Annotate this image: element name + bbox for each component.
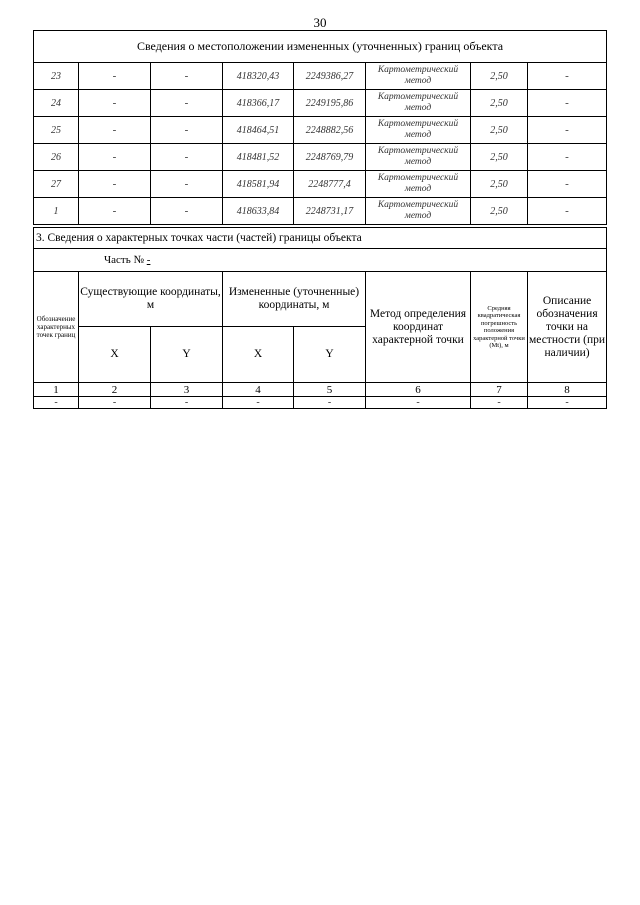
header-method: Метод определения координат характерной точки (366, 272, 471, 383)
description-cell: - (528, 171, 607, 198)
changed-y-cell: 2248731,17 (294, 198, 366, 225)
existing-x-cell: - (79, 90, 151, 117)
column-number: 3 (151, 383, 223, 397)
changed-y-cell: 2249195,86 (294, 90, 366, 117)
column-number: 4 (223, 383, 294, 397)
column-number: 1 (34, 383, 79, 397)
page-number: 30 (313, 15, 327, 30)
empty-cell: - (366, 397, 471, 409)
method-cell: Картометрический метод (366, 144, 471, 171)
existing-y-cell: - (151, 144, 223, 171)
column-number: 8 (528, 383, 607, 397)
changed-x-cell: 418464,51 (223, 117, 294, 144)
point-cell: 24 (34, 90, 79, 117)
existing-x-cell: - (79, 117, 151, 144)
empty-cell: - (79, 397, 151, 409)
changed-x-cell: 418581,94 (223, 171, 294, 198)
existing-y-cell: - (151, 171, 223, 198)
description-cell: - (528, 63, 607, 90)
existing-x-cell: - (79, 171, 151, 198)
error-cell: 2,50 (471, 117, 528, 144)
empty-cell: - (223, 397, 294, 409)
point-cell: 25 (34, 117, 79, 144)
existing-x-cell: - (79, 63, 151, 90)
method-cell: Картометрический метод (366, 198, 471, 225)
part-number (34, 249, 607, 272)
header-point-designation: Обозначение характерных точек границ (34, 272, 79, 383)
existing-y-cell: - (151, 63, 223, 90)
header-description: Описание обозначения точки на местности (при наличии) (528, 272, 607, 383)
changed-x-cell: 418366,17 (223, 90, 294, 117)
empty-cell: - (151, 397, 223, 409)
header-changed-coords: Измененные (уточненные) координаты, м (223, 272, 366, 327)
changed-x-cell: 418320,43 (223, 63, 294, 90)
existing-y-cell: - (151, 198, 223, 225)
changed-y-cell: 2248882,56 (294, 117, 366, 144)
existing-x-cell: - (79, 144, 151, 171)
changed-y-cell: 2248777,4 (294, 171, 366, 198)
empty-cell: - (471, 397, 528, 409)
error-cell: 2,50 (471, 171, 528, 198)
point-cell: 27 (34, 171, 79, 198)
method-cell: Картометрический метод (366, 63, 471, 90)
method-cell: Картометрический метод (366, 90, 471, 117)
empty-cell: - (528, 397, 607, 409)
table-row (34, 144, 607, 171)
header-existing-coords: Существующие координаты, м (79, 272, 223, 327)
error-cell: 2,50 (471, 63, 528, 90)
header-error: Средняя квадратическая погрешность положения характерной точки (Mt), м (471, 272, 528, 383)
part-value: - (146, 254, 151, 266)
error-cell: 2,50 (471, 144, 528, 171)
header-changed-y: Y (294, 327, 366, 383)
table-row (34, 171, 607, 198)
method-cell: Картометрический метод (366, 117, 471, 144)
header-changed-x: X (223, 327, 294, 383)
error-cell: 2,50 (471, 90, 528, 117)
table-row (34, 117, 607, 144)
column-number: 6 (366, 383, 471, 397)
part-label: Часть № (104, 254, 144, 266)
changed-x-cell: 418481,52 (223, 144, 294, 171)
column-number: 7 (471, 383, 528, 397)
empty-cell: - (34, 397, 79, 409)
changed-y-cell: 2249386,27 (294, 63, 366, 90)
method-cell: Картометрический метод (366, 171, 471, 198)
point-cell: 1 (34, 198, 79, 225)
boundary-points-table (33, 30, 607, 225)
error-cell: 2,50 (471, 198, 528, 225)
existing-x-cell: - (79, 198, 151, 225)
description-cell: - (528, 90, 607, 117)
empty-cell: - (294, 397, 366, 409)
table-row (34, 198, 607, 225)
table-row (34, 63, 607, 90)
point-cell: 23 (34, 63, 79, 90)
description-cell: - (528, 198, 607, 225)
table-row (34, 90, 607, 117)
description-cell: - (528, 117, 607, 144)
point-cell: 26 (34, 144, 79, 171)
header-existing-y: Y (151, 327, 223, 383)
description-cell: - (528, 144, 607, 171)
changed-y-cell: 2248769,79 (294, 144, 366, 171)
existing-y-cell: - (151, 90, 223, 117)
existing-y-cell: - (151, 117, 223, 144)
header-existing-x: X (79, 327, 151, 383)
table-title: Сведения о местоположении измененных (уточненных) границ объекта (34, 31, 607, 63)
column-number: 2 (79, 383, 151, 397)
changed-x-cell: 418633,84 (223, 198, 294, 225)
section-title: 3. Сведения о характерных точках части (частей) границы объекта (34, 228, 607, 249)
part-points-table (33, 227, 607, 409)
column-number: 5 (294, 383, 366, 397)
